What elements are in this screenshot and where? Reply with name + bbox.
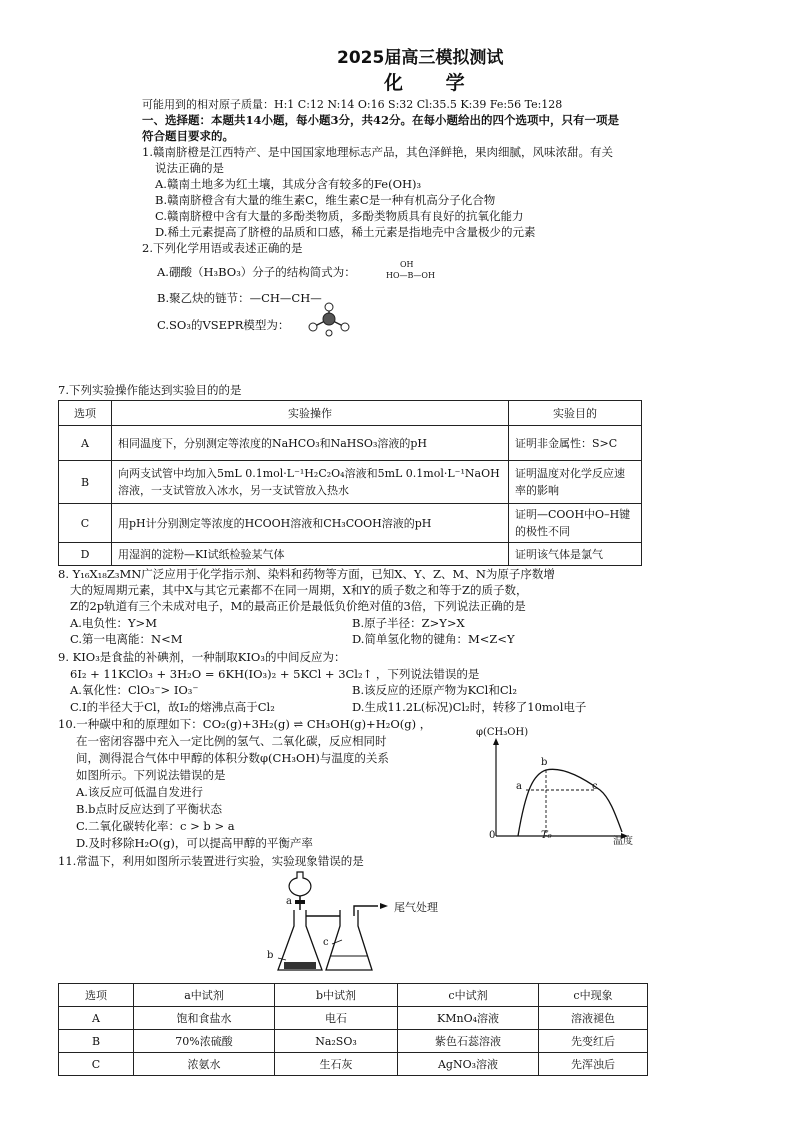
q7-header-option: 选项 [59, 401, 112, 426]
q1-stem-cont: 说法正确的是 [155, 161, 224, 175]
q8-stem-cont2: Z的2p轨道有三个未成对电子，M的最高正价是最低负价绝对值的3倍，下列说法正确的是 [70, 599, 526, 613]
exam-title: 2025届高三模拟测试 [337, 48, 504, 68]
table-row [59, 461, 642, 504]
q11-row-phenomenon: 先浑浊后 [539, 1053, 648, 1076]
q11-header-a: a中试剂 [134, 984, 275, 1007]
q7-row-option: B [59, 461, 112, 504]
separatory-funnel [289, 872, 311, 896]
q11-row-b: Na₂SO₃ [275, 1030, 398, 1053]
section-one-line2: 符合题目要求的。 [142, 129, 234, 143]
q2-option-a: A.硼酸（H₃BO₃）分子的结构简式为： [157, 265, 356, 279]
q7-stem: 7.下列实验操作能达到实验目的的是 [58, 383, 242, 397]
collection-flask [326, 910, 372, 970]
q8-option-c: C.第一电离能：N<M [70, 632, 183, 646]
q8-option-b: B.原子半径：Z>Y>X [352, 616, 465, 630]
solid-reagent [284, 962, 316, 969]
tail-gas-label: 尾气处理 [394, 901, 438, 914]
graph-point-c: c [592, 781, 598, 792]
q8-option-a: A.电负性：Y>M [70, 616, 157, 630]
q10-stem-cont1: 在一密闭容器中充入一定比例的氢气、二氧化碳，反应相同时 [76, 734, 387, 748]
q7-row-operation: 用pH计分别测定等浓度的HCOOH溶液和CH₃COOH溶液的pH [112, 504, 509, 543]
q11-row-b: 生石灰 [275, 1053, 398, 1076]
q7-row-goal: 证明温度对化学反应速率的影响 [509, 461, 642, 504]
q7-header-operation: 实验操作 [112, 401, 509, 426]
q7-row-goal: 证明非金属性：S>C [509, 426, 642, 461]
q7-table-header [59, 401, 642, 426]
q1-option-d: D.稀土元素提高了脐橙的品质和口感，稀土元素是指地壳中含量极少的元素 [155, 225, 536, 239]
q9-option-a: A.氧化性：ClO₃⁻> IO₃⁻ [70, 683, 199, 697]
q11-row-b: 电石 [275, 1007, 398, 1030]
q7-row-operation: 相同温度下，分别测定等浓度的NaHCO₃和NaHSO₃溶液的pH [112, 426, 509, 461]
q8-stem: 8. Y₁₆X₁₈Z₃MN广泛应用于化学指示剂、染料和药物等方面，已知X、Y、Z、M、N为原子序数增 [58, 567, 555, 581]
q9-equation: 6I₂ + 11KClO₃ + 3H₂O = 6KH(IO₃)₂ + 5KCl + 3Cl₂↑ ，下列说法错误的是 [70, 667, 480, 681]
q11-row-option: B [59, 1030, 134, 1053]
q2-option-c: C.SO₃的VSEPR模型为： [157, 318, 290, 332]
q10-option-b: B.b点时反应达到了平衡状态 [76, 802, 222, 816]
graph-point-a: a [516, 781, 522, 792]
q11-row-c: KMnO₄溶液 [398, 1007, 539, 1030]
table-row [59, 426, 642, 461]
q11-stem: 11.常温下，利用如图所示装置进行实验，实验现象错误的是 [58, 854, 364, 868]
q11-row-c: 紫色石蕊溶液 [398, 1030, 539, 1053]
so3-vsepr-model [305, 302, 353, 338]
q11-row-a: 70%浓硫酸 [134, 1030, 275, 1053]
table-row [59, 1030, 648, 1053]
q10-option-d: D.及时移除H₂O(g)，可以提高甲醇的平衡产率 [76, 836, 313, 850]
q7-row-goal: 证明—COOH中O–H键的极性不同 [509, 504, 642, 543]
graph-point-b: b [541, 757, 548, 768]
graph-x-label: 温度 [613, 836, 633, 847]
table-row [59, 1007, 648, 1030]
subject-title: 化 学 [384, 72, 483, 94]
apparatus-label-c: c [323, 937, 329, 948]
apparatus-diagram [262, 870, 392, 978]
q7-header-goal: 实验目的 [509, 401, 642, 426]
q2-stem: 2.下列化学用语或表述正确的是 [142, 241, 303, 255]
q7-row-option: C [59, 504, 112, 543]
outlet-arrow [380, 903, 388, 909]
q10-stem-cont2: 间，测得混合气体中甲醇的体积分数φ(CH₃OH)与温度的关系 [76, 751, 389, 765]
y-axis-arrow [493, 738, 499, 745]
q11-row-option: A [59, 1007, 134, 1030]
q1-option-c: C.赣南脐橙中含有大量的多酚类物质，多酚类物质具有良好的抗氧化能力 [155, 209, 524, 223]
q10-stem: 10.一种碳中和的原理如下：CO₂(g)+3H₂(g) ⇌ CH₃OH(g)+H₂O(g) ， [58, 717, 432, 731]
boric-acid-oh-top: OH [400, 260, 414, 269]
graph-origin: 0 [489, 830, 496, 841]
atomic-masses: 可能用到的相对原子质量：H:1 C:12 N:14 O:16 S:32 Cl:35.5 K:39 Fe:56 Te:128 [142, 98, 563, 111]
reaction-flask [278, 910, 322, 970]
q7-table [58, 400, 642, 566]
graph-t0-label: T₀ [541, 830, 552, 841]
table-row [59, 1053, 648, 1076]
q11-row-phenomenon: 先变红后 [539, 1030, 648, 1053]
q7-row-operation: 用湿润的淀粉—KI试纸检验某气体 [112, 543, 509, 566]
q11-row-option: C [59, 1053, 134, 1076]
methanol-curve [518, 769, 622, 836]
q11-row-phenomenon: 溶液褪色 [539, 1007, 648, 1030]
q1-option-a: A.赣南土地多为红土壤，其成分含有较多的Fe(OH)₃ [155, 177, 422, 191]
q11-row-a: 饱和食盐水 [134, 1007, 275, 1030]
q8-stem-cont1: 大的短周期元素，其中X与其它元素都不在同一周期，X和Y的质子数之和等于Z的质子数， [70, 583, 528, 597]
q10-option-c: C.二氧化碳转化率：c > b > a [76, 819, 235, 833]
apparatus-label-a: a [286, 896, 292, 907]
q11-header-phenomenon: c中现象 [539, 984, 648, 1007]
q7-row-goal: 证明该气体是氯气 [509, 543, 642, 566]
q8-option-d: D.简单氢化物的键角：M<Z<Y [352, 632, 515, 646]
graph-y-label: φ(CH₃OH) [476, 727, 529, 738]
table-row [59, 504, 642, 543]
q1-stem: 1.赣南脐橙是江西特产、是中国国家地理标志产品，其色泽鲜艳，果肉细腻，风味浓甜。有关 [142, 145, 613, 159]
q11-table-header [59, 984, 648, 1007]
q9-option-d: D.生成11.2L(标况)Cl₂时，转移了10mol电子 [352, 700, 587, 714]
q7-row-option: A [59, 426, 112, 461]
table-row [59, 543, 642, 566]
q11-header-option: 选项 [59, 984, 134, 1007]
q7-row-operation: 向两支试管中均加入5mL 0.1mol·L⁻¹H₂C₂O₄溶液和5mL 0.1mol·L⁻¹NaOH溶液，一支试管放入冰水，另一支试管放入热水 [112, 461, 509, 504]
q9-option-b: B.该反应的还原产物为KCl和Cl₂ [352, 683, 517, 697]
q10-option-a: A.该反应可低温自发进行 [76, 785, 203, 799]
q11-header-c: c中试剂 [398, 984, 539, 1007]
stopcock [295, 900, 305, 904]
q9-option-c: C.I的半径大于Cl，故I₂的熔沸点高于Cl₂ [70, 700, 275, 714]
q7-row-option: D [59, 543, 112, 566]
apparatus-label-b: b [267, 950, 274, 961]
q11-row-c: AgNO₃溶液 [398, 1053, 539, 1076]
q11-table [58, 983, 648, 1076]
boric-acid-structure: HO—B—OH [386, 271, 435, 280]
q11-row-a: 浓氨水 [134, 1053, 275, 1076]
q10-stem-cont3: 如图所示。下列说法错误的是 [76, 768, 226, 782]
q9-stem: 9. KIO₃是食盐的补碘剂，一种制取KIO₃的中间反应为： [58, 650, 346, 664]
q2-option-b: B.聚乙炔的链节：—CH—CH— [157, 291, 322, 305]
q1-option-b: B.赣南脐橙含有大量的维生素C，维生素C是一种有机高分子化合物 [155, 193, 496, 207]
q11-header-b: b中试剂 [275, 984, 398, 1007]
section-one-line1: 一、选择题：本题共14小题，每小题3分，共42分。在每小题给出的四个选项中，只有一项是 [142, 113, 620, 127]
